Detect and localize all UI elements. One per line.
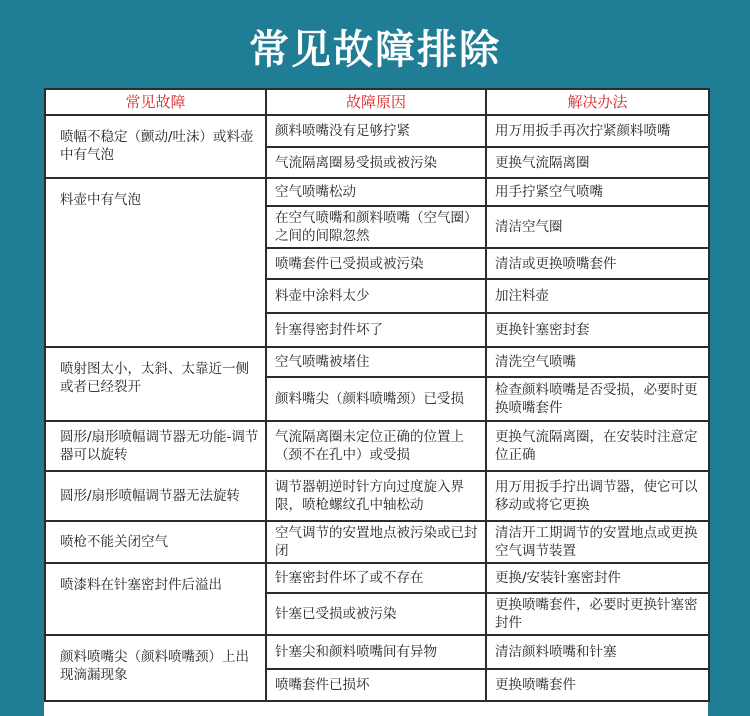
solution-cell: 更换/安装针塞密封件	[486, 563, 709, 593]
solution-cell: 用手拧紧空气喷嘴	[486, 178, 709, 206]
solution-cell: 用万用扳手拧出调节器，使它可以移动或将它更换	[486, 471, 709, 521]
cause-cell: 针塞密封件坏了或不存在	[266, 563, 486, 593]
fault-cell: 圆形/扇形喷幅调节器无功能-调节器可以旋转	[45, 421, 266, 471]
page-title: 常见故障排除	[249, 27, 501, 73]
fault-cell: 料壶中有气泡	[45, 178, 266, 347]
table-row	[45, 563, 709, 593]
fault-cell: 喷枪不能关闭空气	[45, 521, 266, 563]
fault-cell: 颜料喷嘴尖（颜料喷嘴颈）上出现滴漏现象	[45, 635, 266, 701]
cause-cell: 喷嘴套件已损坏	[266, 669, 486, 701]
table-row	[45, 471, 709, 521]
cause-cell: 空气喷嘴松动	[266, 178, 486, 206]
cause-cell: 空气喷嘴被堵住	[266, 347, 486, 377]
header-fault: 常见故障	[45, 89, 266, 115]
solution-cell: 更换喷嘴套件	[486, 669, 709, 701]
solution-cell: 更换针塞密封套	[486, 313, 709, 347]
table-row	[45, 635, 709, 669]
fault-cell: 喷射图太小，太斜、太靠近一侧或者已经裂开	[45, 347, 266, 421]
solution-cell: 清洁颜料喷嘴和针塞	[486, 635, 709, 669]
solution-cell: 更换喷嘴套件，必要时更换针塞密封件	[486, 593, 709, 635]
cause-cell: 在空气喷嘴和颜料喷嘴（空气圈）之间的间隙忽然	[266, 206, 486, 248]
cause-cell: 气流隔离圈未定位正确的位置上（颈不在孔中）或受损	[266, 421, 486, 471]
cause-cell: 喷嘴套件已受损或被污染	[266, 248, 486, 279]
troubleshooting-sheet	[44, 88, 708, 716]
solution-cell: 清洁空气圈	[486, 206, 709, 248]
cause-cell: 针塞已受损或被污染	[266, 593, 486, 635]
table-row	[45, 347, 709, 377]
solution-cell: 用万用扳手再次拧紧颜料喷嘴	[486, 115, 709, 147]
table-row	[45, 115, 709, 147]
table-row	[45, 521, 709, 563]
fault-cell: 圆形/扇形喷幅调节器无法旋转	[45, 471, 266, 521]
solution-cell: 检查颜料喷嘴是否受损，必要时更换喷嘴套件	[486, 377, 709, 421]
header-cause: 故障原因	[266, 89, 486, 115]
solution-cell: 更换气流隔离圈	[486, 147, 709, 178]
fault-cell: 喷幅不稳定（颤动/吐沫）或料壶中有气泡	[45, 115, 266, 178]
cause-cell: 料壶中涂料太少	[266, 279, 486, 313]
solution-cell: 更换气流隔离圈，在安装时注意定位正确	[486, 421, 709, 471]
solution-cell: 加注料壶	[486, 279, 709, 313]
cause-cell: 颜料喷嘴没有足够拧紧	[266, 115, 486, 147]
solution-cell: 清洁或更换喷嘴套件	[486, 248, 709, 279]
cause-cell: 气流隔离圈易受损或被污染	[266, 147, 486, 178]
fault-cell: 喷漆料在针塞密封件后溢出	[45, 563, 266, 635]
header-row	[45, 89, 709, 115]
cause-cell: 颜料嘴尖（颜料喷嘴颈）已受损	[266, 377, 486, 421]
table-row	[45, 421, 709, 471]
header-solution: 解决办法	[486, 89, 709, 115]
table-row	[45, 178, 709, 206]
cause-cell: 针塞尖和颜料喷嘴间有异物	[266, 635, 486, 669]
solution-cell: 清洁开工期调节的安置地点或更换空气调节装置	[486, 521, 709, 563]
solution-cell: 清洗空气喷嘴	[486, 347, 709, 377]
cause-cell: 空气调节的安置地点被污染或已封闭	[266, 521, 486, 563]
cause-cell: 针塞得密封件坏了	[266, 313, 486, 347]
cause-cell: 调节器朝逆时针方向过度旋入界限，喷枪螺纹孔中轴松动	[266, 471, 486, 521]
troubleshooting-table	[44, 88, 710, 702]
